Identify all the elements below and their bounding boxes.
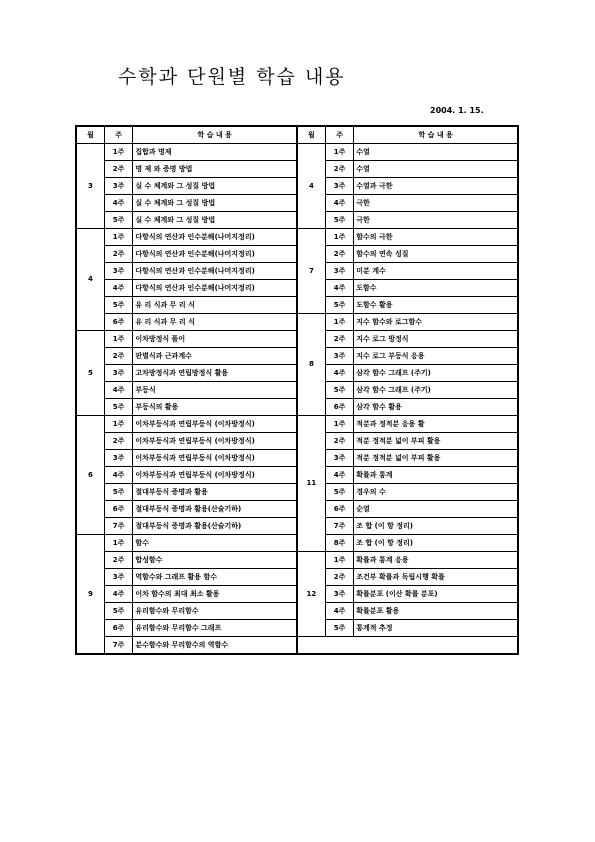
topic-cell: 부등식 (133, 382, 297, 399)
topic-cell: 이차부등식과 연립부등식 (이차방정식) (133, 450, 297, 467)
topic-cell: 도함수 (354, 280, 518, 297)
month-cell: 3 (76, 144, 104, 229)
week-cell: 2주 (104, 433, 132, 450)
table-body (76, 144, 518, 655)
topic-cell: 통계적 추정 (354, 620, 518, 637)
topic-cell: 조 합 (이 항 정리) (354, 535, 518, 552)
topic-cell: 순열 (354, 501, 518, 518)
week-cell: 5주 (104, 603, 132, 620)
topic-cell: 수열 (354, 161, 518, 178)
week-cell: 3주 (325, 263, 353, 280)
topic-cell: 절대부등식 증명과 활용(산술기하) (133, 501, 297, 518)
week-cell: 3주 (104, 569, 132, 586)
topic-cell: 지수 함수와 로그함수 (354, 314, 518, 331)
month-cell: 11 (297, 416, 325, 552)
table-row (76, 637, 518, 655)
header-month-left: 월 (76, 126, 104, 144)
week-cell: 1주 (104, 416, 132, 433)
week-cell: 5주 (325, 297, 353, 314)
week-cell: 6주 (104, 314, 132, 331)
week-cell: 1주 (325, 552, 353, 569)
week-cell: 5주 (325, 212, 353, 229)
topic-cell: 유 리 식과 무 리 식 (133, 297, 297, 314)
week-cell: 7주 (104, 518, 132, 535)
week-cell: 2주 (104, 348, 132, 365)
topic-cell: 조 합 (이 항 정리) (354, 518, 518, 535)
week-cell: 1주 (104, 144, 132, 161)
week-cell: 2주 (325, 161, 353, 178)
month-cell: 5 (76, 331, 104, 416)
week-cell: 5주 (104, 212, 132, 229)
week-cell: 5주 (325, 620, 353, 637)
topic-cell: 실 수 체계와 그 성질 방법 (133, 178, 297, 195)
week-cell: 3주 (104, 450, 132, 467)
week-cell: 6주 (104, 501, 132, 518)
topic-cell: 지수 로그 부등식 응용 (354, 348, 518, 365)
month-cell: 6 (76, 416, 104, 535)
topic-cell: 수열 (354, 144, 518, 161)
month-cell: 9 (76, 535, 104, 655)
topic-cell: 다항식의 연산과 인수분해(나머지정리) (133, 280, 297, 297)
table-row (76, 552, 518, 569)
header-topic-left: 학 습 내 용 (133, 126, 297, 144)
week-cell: 3주 (325, 586, 353, 603)
week-cell: 2주 (104, 552, 132, 569)
table-row (76, 229, 518, 246)
week-cell: 5주 (104, 484, 132, 501)
topic-cell: 판별식과 근과계수 (133, 348, 297, 365)
topic-cell: 함수의 극한 (354, 229, 518, 246)
topic-cell: 유 리 식과 무 리 식 (133, 314, 297, 331)
topic-cell: 유리함수와 무리함수 그래프 (133, 620, 297, 637)
header-week-right: 주 (325, 126, 353, 144)
week-cell: 4주 (325, 365, 353, 382)
week-cell: 3주 (325, 450, 353, 467)
week-cell: 2주 (325, 246, 353, 263)
week-cell: 3주 (104, 178, 132, 195)
topic-cell: 이차부등식과 연립부등식 (이차방정식) (133, 433, 297, 450)
week-cell: 4주 (104, 586, 132, 603)
week-cell: 3주 (325, 178, 353, 195)
topic-cell: 삼각 함수 활용 (354, 399, 518, 416)
month-cell: 4 (297, 144, 325, 229)
month-cell: 4 (76, 229, 104, 331)
week-cell: 4주 (325, 467, 353, 484)
week-cell: 4주 (104, 195, 132, 212)
topic-cell: 삼각 함수 그래프 (주기) (354, 382, 518, 399)
week-cell: 1주 (325, 416, 353, 433)
topic-cell: 분수함수와 무리함수의 역함수 (133, 637, 297, 655)
topic-cell: 집합과 명제 (133, 144, 297, 161)
table-row (76, 144, 518, 161)
week-cell: 2주 (104, 161, 132, 178)
week-cell: 3주 (104, 365, 132, 382)
week-cell: 1주 (104, 331, 132, 348)
topic-cell: 다항식의 연산과 인수분해(나머지정리) (133, 246, 297, 263)
topic-cell: 절대부등식 증명과 활용 (133, 484, 297, 501)
week-cell: 8주 (325, 535, 353, 552)
week-cell: 4주 (104, 382, 132, 399)
document-title: 수학과 단원별 학습 내용 (118, 66, 346, 88)
week-cell: 1주 (325, 144, 353, 161)
week-cell: 5주 (104, 399, 132, 416)
topic-cell: 이차방정식 풀이 (133, 331, 297, 348)
topic-cell: 조건부 확률과 독립시행 확률 (354, 569, 518, 586)
document-date: 2004. 1. 15. (430, 106, 484, 115)
topic-cell: 유리함수와 무리함수 (133, 603, 297, 620)
week-cell: 6주 (104, 620, 132, 637)
week-cell: 4주 (325, 603, 353, 620)
week-cell: 4주 (104, 467, 132, 484)
week-cell: 1주 (325, 229, 353, 246)
week-cell: 2주 (325, 331, 353, 348)
topic-cell: 확률분포 (이산 확률 분포) (354, 586, 518, 603)
week-cell: 4주 (325, 195, 353, 212)
topic-cell: 극한 (354, 195, 518, 212)
month-cell: 7 (297, 229, 325, 314)
empty-cell (297, 637, 518, 655)
topic-cell: 도함수 활용 (354, 297, 518, 314)
topic-cell: 다항식의 연산과 인수분해(나머지정리) (133, 263, 297, 280)
week-cell: 3주 (104, 263, 132, 280)
topic-cell: 이차부등식과 연립부등식 (이차방정식) (133, 416, 297, 433)
week-cell: 5주 (325, 382, 353, 399)
week-cell: 6주 (325, 399, 353, 416)
table-row (76, 416, 518, 433)
topic-cell: 적분과 정적분 응용 활 (354, 416, 518, 433)
topic-cell: 함수의 연속 성질 (354, 246, 518, 263)
week-cell: 3주 (325, 348, 353, 365)
week-cell: 5주 (104, 297, 132, 314)
week-cell: 7주 (325, 518, 353, 535)
week-cell: 1주 (325, 314, 353, 331)
topic-cell: 수열과 극한 (354, 178, 518, 195)
topic-cell: 이차부등식과 연립부등식 (이차방정식) (133, 467, 297, 484)
month-cell: 12 (297, 552, 325, 637)
topic-cell: 실 수 체계와 그 성질 방법 (133, 195, 297, 212)
week-cell: 4주 (104, 280, 132, 297)
week-cell: 4주 (325, 280, 353, 297)
topic-cell: 극한 (354, 212, 518, 229)
month-cell: 8 (297, 314, 325, 416)
week-cell: 2주 (104, 246, 132, 263)
topic-cell: 확률과 통계 (354, 467, 518, 484)
topic-cell: 확률과 통계 응용 (354, 552, 518, 569)
week-cell: 2주 (325, 569, 353, 586)
header-topic-right: 학 습 내 용 (354, 126, 518, 144)
topic-cell: 경우의 수 (354, 484, 518, 501)
week-cell: 6주 (325, 501, 353, 518)
topic-cell: 미분 계수 (354, 263, 518, 280)
week-cell: 1주 (104, 229, 132, 246)
topic-cell: 역함수와 그래프 활용 함수 (133, 569, 297, 586)
table-header-row (76, 126, 518, 144)
topic-cell: 적분 정적분 넓이 부피 활용 (354, 450, 518, 467)
week-cell: 7주 (104, 637, 132, 655)
topic-cell: 절대부등식 증명과 활용(산술기하) (133, 518, 297, 535)
week-cell: 2주 (325, 433, 353, 450)
topic-cell: 적분 정적분 넓이 부피 활용 (354, 433, 518, 450)
topic-cell: 명 제 와 증명 방법 (133, 161, 297, 178)
topic-cell: 합성함수 (133, 552, 297, 569)
week-cell: 1주 (104, 535, 132, 552)
table-row (76, 314, 518, 331)
topic-cell: 실 수 체계와 그 성질 방법 (133, 212, 297, 229)
topic-cell: 다항식의 연산과 인수분해(나머지정리) (133, 229, 297, 246)
topic-cell: 지수 로그 방정식 (354, 331, 518, 348)
header-month-right: 월 (297, 126, 325, 144)
topic-cell: 확률분포 활용 (354, 603, 518, 620)
topic-cell: 삼각 함수 그래프 (주기) (354, 365, 518, 382)
topic-cell: 함수 (133, 535, 297, 552)
week-cell: 5주 (325, 484, 353, 501)
lesson-plan-table (75, 125, 519, 655)
topic-cell: 고차방정식과 연립방정식 활용 (133, 365, 297, 382)
topic-cell: 부등식의 활용 (133, 399, 297, 416)
topic-cell: 이차 함수의 최대 최소 활용 (133, 586, 297, 603)
header-week-left: 주 (104, 126, 132, 144)
